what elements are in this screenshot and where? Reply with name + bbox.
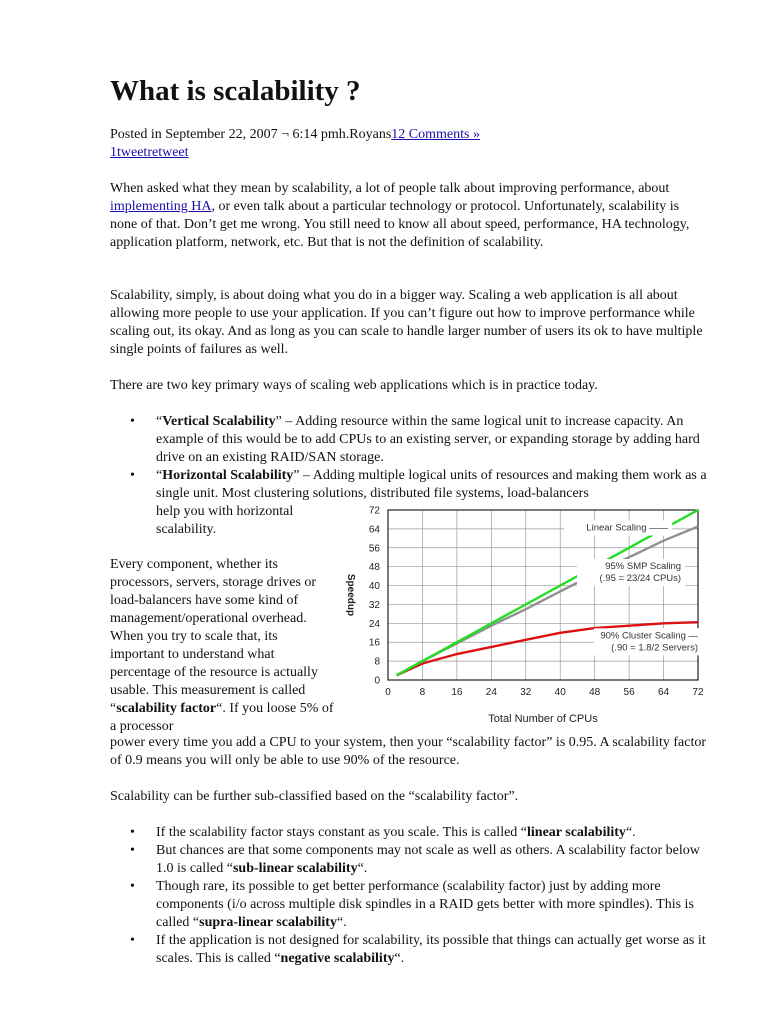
y-tick-label: 64 [368,524,380,536]
list-item-sub-linear [110,842,708,878]
scalability-chart [334,500,710,732]
posted-date: Posted in September 22, 2007 ¬ 6:14 pmh.Royans [110,127,392,142]
item4-text: If the application is not designed for scalability, its possible that things can actually get worse as it scales. This is called “ [156,933,706,966]
y-tick-label: 32 [368,599,380,611]
series-label-cluster: (.90 = 1.8/2 Servers) [611,642,698,654]
item3-text: Though rare, its possible to get better performance (scalability factor) just by adding more components (i/o across multiple disk spindles in a RAID gets better with more spindles). This is called “ [156,879,694,930]
item1-end: “. [625,825,636,840]
post-meta [110,126,710,162]
y-tick-label: 8 [374,656,380,668]
x-tick-label: 32 [520,687,532,698]
x-tick-label: 24 [485,687,497,698]
term-negative: negative scalability [280,951,395,966]
item2-end: “. [357,861,368,876]
list-item-negative [110,932,708,968]
x-axis-label: Total Number of CPUs [488,713,598,725]
horizontal-desc-tail: help you with horizontal scalability. [156,504,294,537]
term-vertical: Vertical Scalability [162,414,276,429]
implementing-ha-link[interactable]: implementing HA [110,199,212,214]
p1-text-b: , or even talk about a particular technology or protocol. Unfortunately, scalability is none of that. Don’t get me wrong. You still need to know all about speed, performance, HA technology, application platform, network, etc. But that is not the definition of scalability. [110,199,690,250]
vertical-desc: ” – Adding resource within the same logical unit to increase capacity. An example of this would be to add CPUs to an existing server, or expanding storage by adding hard drive on an existing RAID/SAN storage. [156,414,700,465]
x-tick-label: 40 [554,687,566,698]
x-tick-label: 8 [419,687,426,698]
y-axis-label: Speedup [345,573,356,617]
y-tick-label: 16 [368,637,380,649]
term-scalability-factor: scalability factor [116,701,217,716]
series-label-cluster: 90% Cluster Scaling — [600,630,698,642]
x-tick-label: 64 [657,687,670,698]
p4-text-b: “. If you loose 5% of a processor [110,701,334,734]
term-horizontal: Horizontal Scalability [162,468,294,483]
chart-axes [345,506,704,726]
paragraph-4 [110,556,335,736]
x-tick-label: 0 [385,687,391,698]
item4-end: “. [394,951,405,966]
series-label-smp: 95% SMP Scaling [605,561,682,573]
list-item-vertical [110,413,708,467]
y-tick-label: 40 [368,581,380,593]
paragraph-5: Scalability can be further sub-classified based on the “scalability factor”. [110,789,519,804]
y-tick-label: 24 [368,618,380,630]
y-tick-label: 72 [368,505,380,517]
term-sub-linear: sub-linear scalability [232,861,358,876]
paragraph-1 [110,180,708,252]
horizontal-desc: ” – Adding multiple logical units of resources and making them work as a single unit. Most clustering solutions, distributed file systems, load-balancers [156,468,707,501]
list-item-linear [110,824,708,842]
y-tick-label: 56 [368,543,380,555]
paragraph-3: There are two key primary ways of scaling web applications which is in practice today. [110,378,598,393]
scalability-types-list [110,824,708,968]
page-title: What is scalability ? [110,75,361,107]
series-label-smp: (.95 = 23/24 CPUs) [599,573,682,585]
item2-text: But chances are that some components may not scale as well as others. A scalability factor below 1.0 is called “ [156,843,700,876]
term-supra-linear: supra-linear scalability [199,915,337,930]
x-tick-label: 16 [451,687,463,698]
paragraph-2: Scalability, simply, is about doing what you do in a bigger way. Scaling a web application is all about allowing more people to use your application. If you can’t figure out how to improve performance while scaling out, its okay. And as long as you can scale to handle larger number of users its ok to have multiple single points of failures as well. [110,288,703,357]
x-tick-label: 56 [623,687,635,698]
tweet-link[interactable]: 1tweetretweet [110,145,189,160]
x-tick-label: 72 [692,687,704,698]
quote-open: “ [156,468,163,483]
p4-text-a: Every component, whether its processors, servers, storage drives or load-balancers have some kind of management/operational overhead. When you try to scale that, its important to understand what percentage of the resource is actually usable. This measurement is called “ [110,557,318,716]
chart-labels [564,521,702,656]
p1-text-a: When asked what they mean by scalability, a lot of people talk about improving performance, about [110,181,670,196]
x-tick-label: 48 [589,687,601,698]
term-linear: linear scalability [527,825,626,840]
paragraph-4-cont: power every time you add a CPU to your system, then your “scalability factor” is 0.95. A scalability factor of 0.9 means you will only be able to use 90% of the resource. [110,735,707,768]
comments-link[interactable]: 12 Comments » [391,127,480,142]
quote-open: “ [156,414,163,429]
list-item-supra-linear [110,878,708,932]
series-label-linear: Linear Scaling —— [586,522,669,534]
item3-end: “. [336,915,347,930]
item1-text: If the scalability factor stays constant as you scale. This is called “ [156,825,528,840]
y-tick-label: 0 [374,675,380,687]
y-tick-label: 48 [368,562,380,574]
